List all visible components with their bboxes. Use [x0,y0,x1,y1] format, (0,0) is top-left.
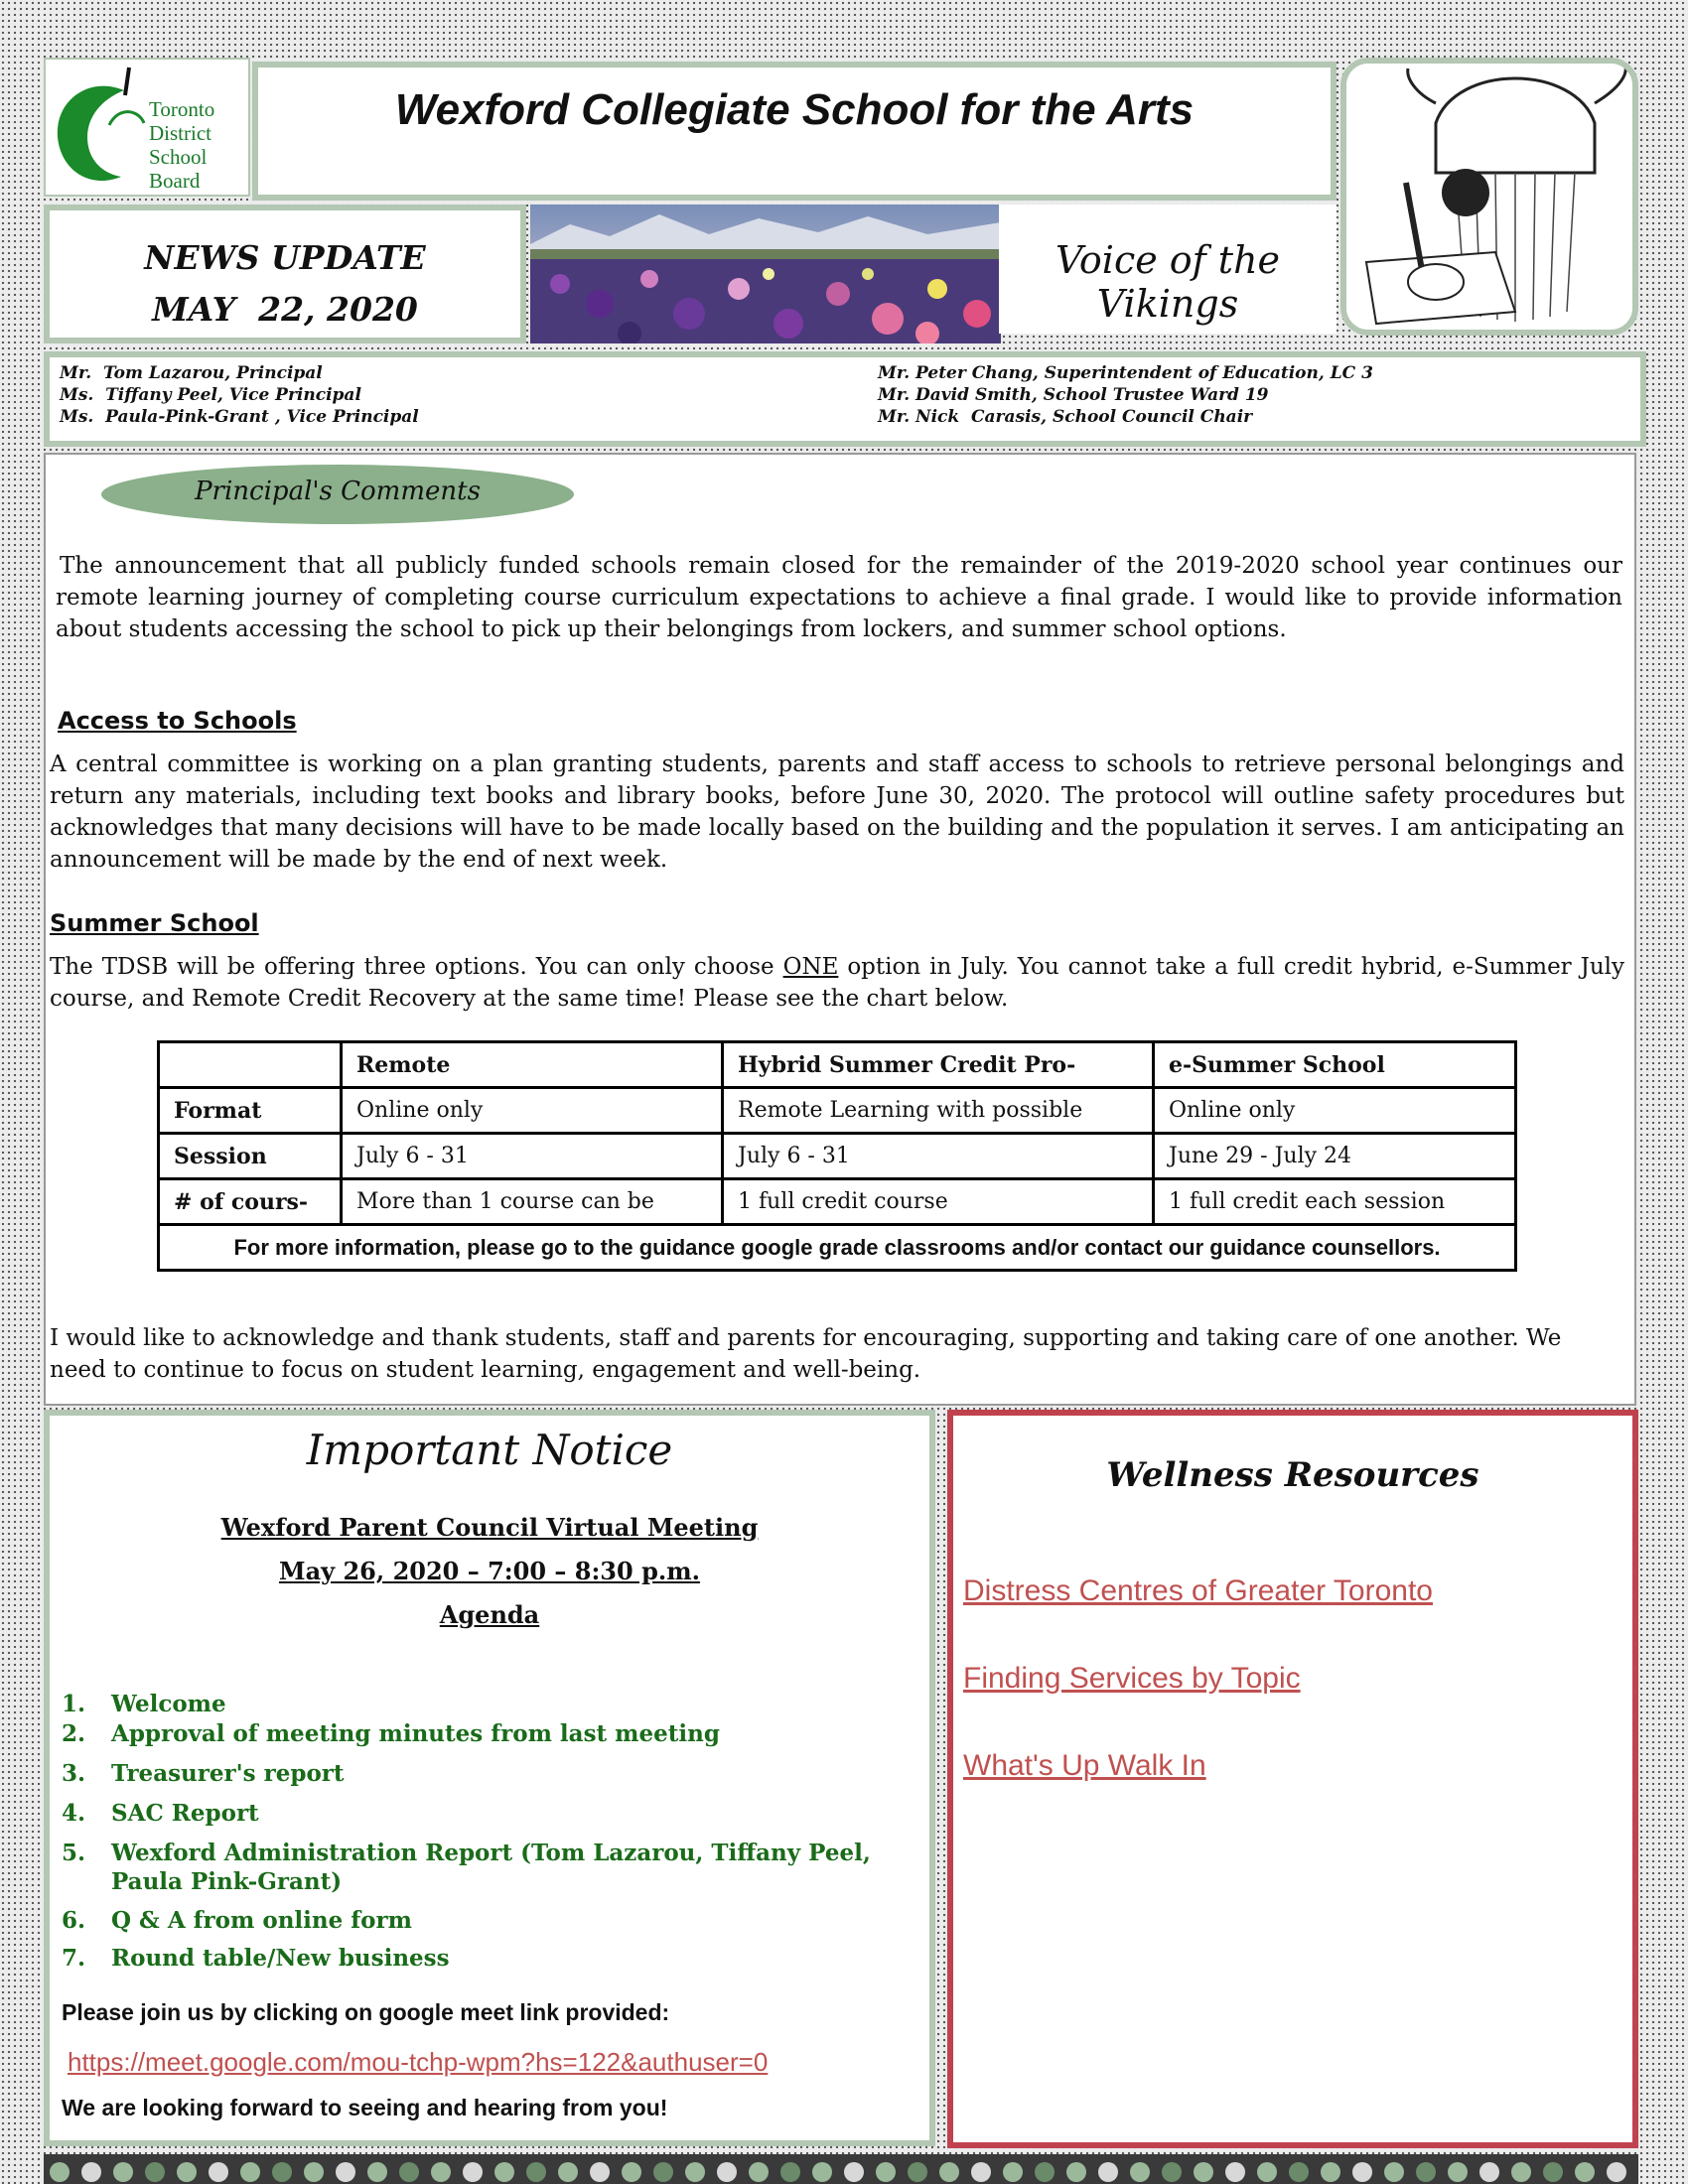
join-instructions: Please join us by clicking on google meet link provided: [62,1999,670,2025]
table-cell: More than 1 course can be [342,1179,723,1225]
table-cell: Online only [342,1088,723,1134]
staff-vice-principal-2: Ms. Paula-Pink-Grant , Vice Principal [60,407,419,427]
logo-line-district: District [149,121,211,145]
viking-writing-icon [1346,64,1632,330]
news-update-box [44,205,526,343]
summer-text-b: option in July. You cannot take a full credit hybrid, e-Summer July course, and Remote Credit Recovery at the same time! Please see the chart below. [50,954,1625,1012]
table-row [159,1088,1516,1134]
principal-comments-badge [101,465,574,524]
access-paragraph: A central committee is working on a plan granting students, parents and staff access to schools to retrieve personal belongings and return any materials, including text books and library books, before June 30, 2020. The protocol will outline safety procedures but acknowledges that many decisions will have to be made locally based on the building and the population it serves. I am anticipating an announcement will be made by the end of next week. [50,751,1624,873]
table-row [159,1134,1516,1179]
distress-centres-link[interactable]: Distress Centres of Greater Toronto [963,1574,1433,1607]
summer-heading: Summer School [50,909,259,937]
meeting-time: May 26, 2020 – 7:00 – 8:30 p.m. [279,1557,700,1585]
logo-line-toronto: Toronto [149,97,215,121]
agenda-label: Agenda [439,1600,540,1629]
table-header-cell: Hybrid Summer Credit Pro- [723,1042,1154,1088]
table-cell: 1 full credit each session [1154,1179,1516,1225]
table-cell: June 29 - July 24 [1154,1134,1516,1179]
table-row-label: # of cours- [159,1179,342,1225]
tdsb-logo [44,58,250,197]
news-update-label: NEWS UPDATE [144,238,426,277]
summer-text-one: ONE [782,954,839,980]
whats-up-walk-in-link[interactable]: What's Up Walk In [963,1749,1206,1782]
important-notice-title: Important Notice [306,1426,673,1474]
voice-of-vikings-box [999,205,1336,334]
circle-pattern-icon [44,2154,1638,2184]
table-header-cell: e-Summer School [1154,1042,1516,1088]
table-header-cell: Remote [342,1042,723,1088]
staff-principal: Mr. Tom Lazarou, Principal [60,363,323,383]
notice-closing: We are looking forward to seeing and hearing from you! [62,2095,668,2120]
table-cell: Online only [1154,1088,1516,1134]
apple-logo-icon [50,66,149,195]
table-cell: Remote Learning with possible [723,1088,1154,1134]
closing-paragraph: I would like to acknowledge and thank students, staff and parents for encouraging, supporting and taking care of one another. We need to continue to focus on student learning, engagement and well-being. [50,1325,1562,1383]
principal-comments-heading: Principal's Comments [195,477,481,506]
page-title: Wexford Collegiate School for the Arts [394,85,1195,134]
voice-of-vikings: Voice of the Vikings [1055,238,1281,326]
table-row-label: Session [159,1134,342,1179]
finding-services-link[interactable]: Finding Services by Topic [963,1662,1301,1695]
summer-school-table [157,1040,1517,1272]
wellness-title: Wellness Resources [1106,1455,1479,1495]
landscape-image [530,205,1001,343]
viking-illustration [1340,58,1638,336]
meeting-title: Wexford Parent Council Virtual Meeting [220,1513,759,1542]
staff-council-chair: Mr. Nick Carasis, School Council Chair [878,407,1253,427]
table-footer-row [159,1225,1516,1271]
summer-text-a: The TDSB will be offering three options. You can only choose [50,954,783,980]
staff-trustee: Mr. David Smith, School Trustee Ward 19 [878,385,1269,405]
staff-superintendent: Mr. Peter Chang, Superintendent of Education, LC 3 [878,363,1373,383]
wellness-resources-box [947,1410,1638,2148]
decorative-border-strip [44,2154,1638,2184]
flower-field-image [530,205,1001,343]
principal-comments-section [44,453,1636,1406]
table-cell: July 6 - 31 [342,1134,723,1179]
table-cell: 1 full credit course [723,1179,1154,1225]
news-date: MAY 22, 2020 [152,290,418,329]
table-header-row [159,1042,1516,1088]
summer-paragraph [50,951,1624,1015]
table-row [159,1179,1516,1225]
logo-line-board: Board [149,169,201,193]
table-header-cell [159,1042,342,1088]
important-notice-box: Important Notice Wexford Parent Council Virtual Meeting May 26, 2020 – 7:00 – 8:30 p.m. Agenda 1. Welcome 2. Approval of meeting minutes from last meeting 3. Treasurer's report 4. SAC Report 5. Wexford Administration Report (Tom Lazarou, Tiffany Peel, Paula Pink-Grant) 6. Q & A from online form 7. Round table/New business Please join us by clicking on google meet link provided: https://meet.google.com/mou-tchp-wpm?hs=122&authuser=0 We are looking forward to seeing and hearing from you! [44,1410,935,2146]
table-footer-note: For more information, please go to the guidance google grade classrooms and/or contact our guidance counsellors. [159,1225,1516,1271]
table-row-label: Format [159,1088,342,1134]
staff-list [44,351,1646,447]
staff-vice-principal-1: Ms. Tiffany Peel, Vice Principal [60,385,361,405]
table-cell: July 6 - 31 [723,1134,1154,1179]
access-heading: Access to Schools [58,707,297,735]
google-meet-link[interactable]: https://meet.google.com/mou-tchp-wpm?hs=122&authuser=0 [68,2047,769,2077]
title-banner [252,62,1336,201]
logo-line-school: School [149,145,208,169]
intro-paragraph: The announcement that all publicly funded schools remain closed for the remainder of the 2019-2020 school year continues our remote learning journey of completing course curriculum expectations to achieve a final grade. I would like to provide information about students accessing the school to pick up their belongings from lockers, and summer school options. [56,553,1622,642]
